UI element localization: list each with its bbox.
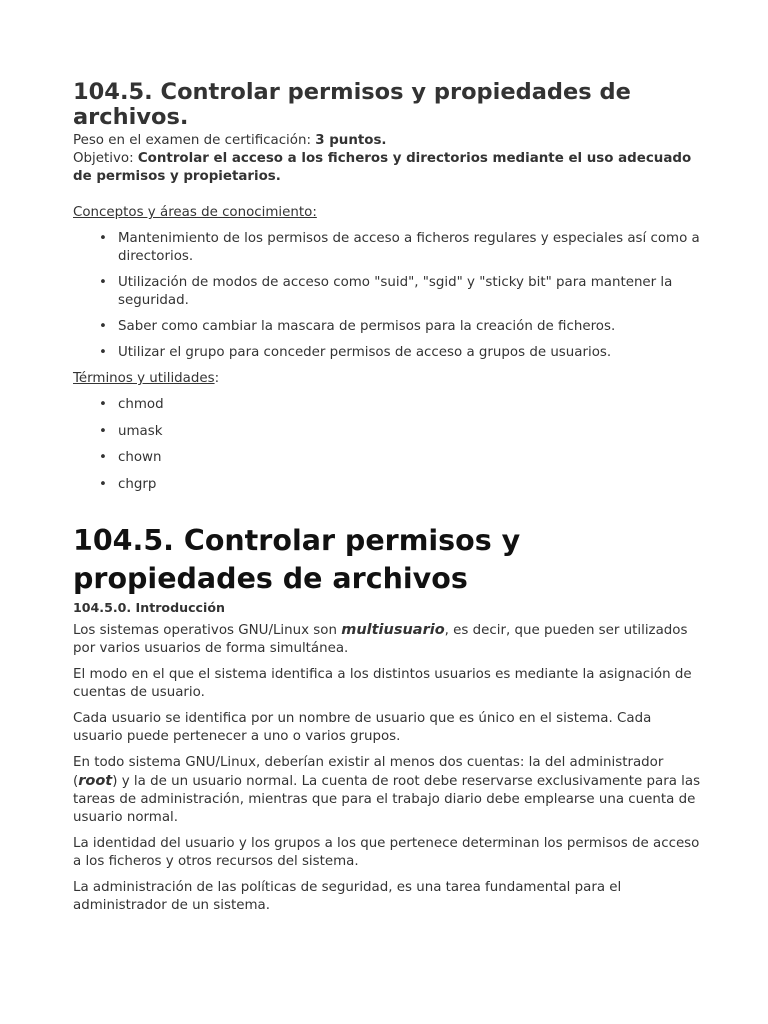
list-item: • chgrp (99, 476, 157, 492)
emphasis-multiusuario: multiusuario (341, 621, 445, 638)
conceptos-heading: Conceptos y áreas de conocimiento: (73, 205, 317, 220)
terminos-list (73, 396, 703, 494)
main-title: 104.5. Controlar permisos y propiedades de archivos (73, 523, 521, 595)
bullet-icon: • (99, 319, 107, 334)
bullet-icon: • (99, 275, 107, 290)
list-item: • chmod (99, 397, 164, 412)
bullet-icon: • (99, 345, 107, 360)
paragraph: En todo sistema GNU/Linux, deberían existir al menos dos cuentas: la del administrador (root) y la de un usuario normal. La cuenta de root debe reservarse exclusivamente para las tareas de administración, mientras que para el trabajo diario debe emplearse una cuenta de usuario normal. (73, 754, 701, 825)
list-item: • Saber como cambiar la mascara de permisos para la creación de ficheros. (99, 319, 616, 334)
objetivo-value: Controlar el acceso a los ficheros y directorios mediante el uso adecuado de permisos y propietarios. (73, 151, 692, 184)
document-page (73, 80, 703, 915)
paragraph: La identidad del usuario y los grupos a los que pertenece determinan los permisos de acceso a los ficheros y otros recursos del sistema. (73, 835, 700, 869)
bullet-icon: • (99, 231, 107, 246)
peso-label: Peso en el examen de certificación: (73, 133, 316, 148)
summary-title: 104.5. Controlar permisos y propiedades de archivos. (73, 79, 631, 130)
peso-line (73, 132, 703, 150)
list-item: • Utilizar el grupo para conceder permisos de acceso a grupos de usuarios. (99, 345, 612, 360)
paragraph: Los sistemas operativos GNU/Linux son multiusuario, es decir, que pueden ser utilizados por varios usuarios de forma simultánea. (73, 621, 688, 656)
objetivo-line (73, 150, 703, 186)
peso-value: 3 puntos. (315, 133, 387, 148)
list-item: • chown (99, 450, 162, 465)
bullet-icon: • (99, 397, 107, 412)
paragraph: El modo en el que el sistema identifica a los distintos usuarios es mediante la asignación de cuentas de usuario. (73, 666, 692, 700)
list-item: • Mantenimiento de los permisos de acceso a ficheros regulares y especiales así como a directorios. (99, 231, 700, 264)
bullet-icon: • (99, 476, 107, 492)
objetivo-label: Objetivo: (73, 151, 138, 166)
paragraph: La administración de las políticas de seguridad, es una tarea fundamental para el administrador de un sistema. (73, 879, 622, 913)
bullet-icon: • (99, 450, 107, 465)
terminos-heading: Términos y utilidades: (73, 371, 220, 386)
conceptos-list (73, 230, 703, 362)
intro-subheading: 104.5.0. Introducción (73, 599, 225, 615)
list-item: • Utilización de modos de acceso como "suid", "sgid" y "sticky bit" para mantener la seguridad. (99, 275, 673, 308)
paragraph: Cada usuario se identifica por un nombre de usuario que es único en el sistema. Cada usuario puede pertenecer a uno o varios grupos. (73, 710, 652, 744)
list-item: • umask (99, 423, 163, 439)
emphasis-root: root (78, 772, 113, 789)
bullet-icon: • (99, 423, 107, 439)
